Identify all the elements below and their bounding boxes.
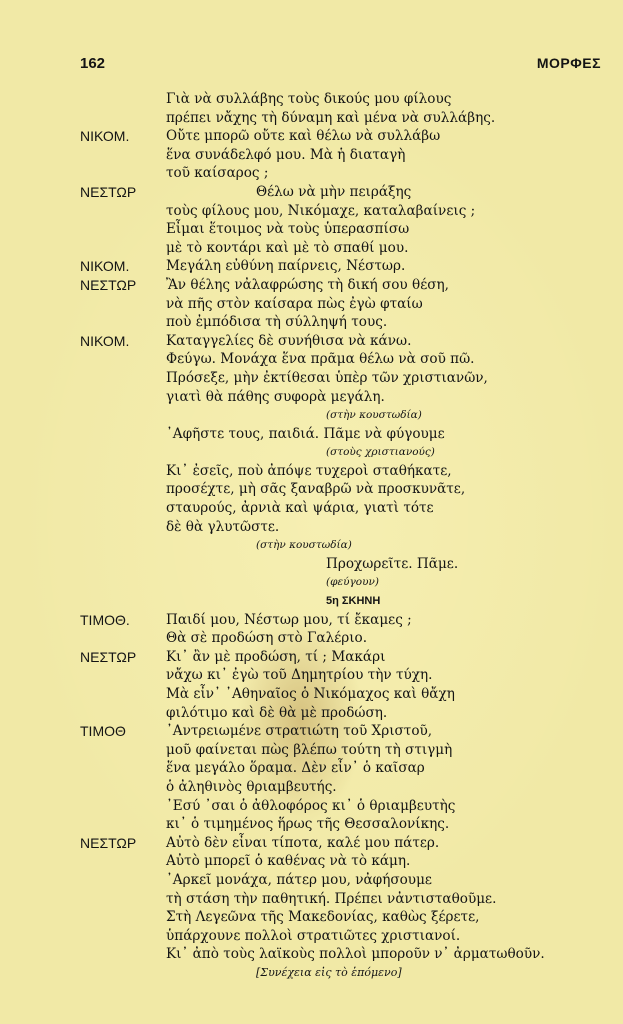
speaker-name <box>80 741 166 760</box>
speaker-name <box>80 629 166 648</box>
line-text: ᾿Αρκεῖ μονάχα, πάτερ μου, νἀφήσουμε <box>166 871 432 888</box>
speaker-name <box>80 871 166 890</box>
dialogue-line <box>80 146 600 165</box>
line-text: νἄχω κι᾿ ἐγὼ τοῦ Δημητρίου τὴν τύχη. <box>166 667 433 684</box>
line-text: πρέπει νἄχης τὴ δύναμη καὶ μένα νὰ συλλάβης. <box>166 109 496 126</box>
speaker-name <box>80 908 166 927</box>
speaker-name: ΝΙΚΟΜ. <box>80 332 130 349</box>
speaker-name <box>80 462 166 481</box>
dialogue-line <box>80 127 600 146</box>
dialogue-line <box>80 871 600 890</box>
speaker-name <box>80 945 166 964</box>
speaker-name <box>80 350 166 369</box>
line-text: σταυρούς, ἀρνιὰ καὶ ψάρια, γιατὶ τότε <box>166 500 434 517</box>
speaker-name <box>80 146 166 165</box>
dialogue-line <box>80 704 600 723</box>
speaker-name <box>80 164 166 183</box>
line-text: Αὐτὸ μπορεῖ ὁ καθένας νὰ τὸ κάμη. <box>166 853 411 870</box>
line-text: Θὰ σὲ προδώση στὸ Γαλέριο. <box>166 630 368 647</box>
speaker-name: ΝΙΚΟΜ. <box>80 128 130 145</box>
line-text: Γιὰ νὰ συλλάβης τοὺς δικούς μου φίλους <box>166 91 452 107</box>
speaker-name <box>80 313 166 332</box>
speaker-name: ΝΕΣΤΩΡ <box>80 834 137 851</box>
running-title: ΜΟΡΦΕΣ <box>536 55 601 71</box>
play-text <box>80 90 600 983</box>
dialogue-line <box>80 295 600 314</box>
dialogue-line <box>80 313 600 332</box>
speaker-name: ΝΕΣΤΩΡ <box>80 183 137 200</box>
dialogue-line <box>80 443 600 462</box>
line-text: ᾿Εσύ ᾿σαι ὁ ἀθλοφόρος κι᾿ ὁ θριαμβευτὴς <box>166 797 456 814</box>
speaker-name <box>80 499 166 518</box>
line-text: Κι᾿ ἂν μὲ προδώση, τί ; Μακάρι <box>166 648 386 665</box>
line-text: Κι᾿ ἐσεῖς, ποὺ ἀπόψε τυχεροὶ σταθήκατε, <box>166 462 452 479</box>
line-text: Στὴ Λεγεῶνα τῆς Μακεδονίας, καθὼς ξέρετε, <box>166 909 480 926</box>
speaker-name: ΝΙΚΟΜ. <box>80 258 130 275</box>
line-text: ᾿Αντρειωμένε στρατιώτη τοῦ Χριστοῦ, <box>166 723 433 740</box>
line-text: μοῦ φαίνεται πὼς βλέπω τούτη τὴ στιγμὴ <box>166 741 453 758</box>
dialogue-line <box>80 239 600 258</box>
line-text: Μὰ εἶν᾿ ᾿Αθηναῖος ὁ Νικόμαχος καὶ θἄχη <box>166 686 455 702</box>
speaker-name <box>80 778 166 797</box>
scene-heading: 5η ΣΚΗΝΗ <box>326 595 381 608</box>
dialogue-line <box>80 611 600 630</box>
speaker-name <box>80 443 166 462</box>
speaker-name <box>80 555 166 574</box>
dialogue-line <box>80 908 600 927</box>
dialogue-line <box>80 462 600 481</box>
line-text: Οὔτε μπορῶ οὔτε καὶ θέλω νὰ συλλάβω <box>166 128 441 145</box>
line-text: Πρόσεξε, μὴν ἐκτίθεσαι ὑπὲρ τῶν χριστιανῶν, <box>166 369 488 386</box>
speaker-name: ΝΕΣΤΩΡ <box>80 648 137 665</box>
line-text: ὁ ἀληθινὸς θριαμβευτής. <box>166 778 337 795</box>
speaker-name <box>80 388 166 407</box>
dialogue-line <box>80 536 600 555</box>
line-text: ἕνα μεγάλο ὅραμα. Δὲν εἶν᾿ ὁ καῖσαρ <box>166 760 425 777</box>
speaker-name <box>80 666 166 685</box>
dialogue-line <box>80 332 600 351</box>
dialogue-line <box>80 202 600 221</box>
dialogue-line <box>80 797 600 816</box>
speaker-name: ΝΕΣΤΩΡ <box>80 276 137 293</box>
speaker-name <box>80 239 166 258</box>
dialogue-line <box>80 927 600 946</box>
speaker-name: ΤΙΜΟΘ. <box>80 611 130 628</box>
dialogue-line <box>80 852 600 871</box>
dialogue-line <box>80 890 600 909</box>
stage-direction: (στοὺς χριστιανούς) <box>326 446 435 459</box>
line-text: Ἂν θέλης νἀλαφρώσης τὴ δική σου θέση, <box>166 276 449 293</box>
line-text: Παιδί μου, Νέστωρ μου, τί ἔκαμες ; <box>166 611 412 628</box>
dialogue-line <box>80 778 600 797</box>
speaker-name <box>80 220 166 239</box>
stage-direction: (φεύγουν) <box>326 576 379 589</box>
line-text: ποὺ ἐμπόδισα τὴ σύλληψή τους. <box>166 314 388 331</box>
dialogue-line <box>80 276 600 295</box>
speaker-name <box>80 815 166 834</box>
line-text: Κι᾿ ἀπὸ τοὺς λαϊκοὺς πολλοὶ μποροῦν ν᾿ ἀρματωθοῦν. <box>166 946 545 963</box>
stage-direction: (στὴν κουστωδία) <box>326 409 422 422</box>
line-text: Καταγγελίες δὲ συνήθισα νὰ κάνω. <box>166 332 412 349</box>
dialogue-line <box>80 220 600 239</box>
continued-note: [Συνέχεια εἰς τὸ ἑπόμενο] <box>256 965 402 979</box>
speaker-name <box>80 890 166 909</box>
speaker-name <box>80 704 166 723</box>
speaker-name <box>80 964 166 983</box>
dialogue-line <box>80 834 600 853</box>
line-text: Θέλω νὰ μὴν πειράξης <box>256 183 412 200</box>
line-text: Μεγάλη εὐθύνη παίρνεις, Νέστωρ. <box>166 258 406 275</box>
dialogue-line <box>80 685 600 704</box>
line-text: ὑπάρχουνε πολλοὶ στρατιῶτες χριστιανοί. <box>166 927 461 944</box>
speaker-name <box>80 425 166 444</box>
dialogue-line <box>80 629 600 648</box>
speaker-name <box>80 685 166 704</box>
speaker-name <box>80 759 166 778</box>
speaker-name <box>80 295 166 314</box>
dialogue-line <box>80 573 600 592</box>
line-text: ᾿Αφῆστε τους, παιδιά. Πᾶμε νὰ φύγουμε <box>166 425 445 442</box>
line-text: ἕνα συνάδελφό μου. Μὰ ἡ διαταγὴ <box>166 146 406 163</box>
dialogue-line <box>80 480 600 499</box>
dialogue-line <box>80 741 600 760</box>
dialogue-line <box>80 759 600 778</box>
dialogue-line <box>80 648 600 667</box>
dialogue-line <box>80 164 600 183</box>
speaker-name <box>80 369 166 388</box>
dialogue-line <box>80 666 600 685</box>
line-text: γιατὶ θὰ πάθης συφορὰ μεγάλη. <box>166 388 385 405</box>
line-text: Εἶμαι ἕτοιμος νὰ τοὺς ὑπερασπίσω <box>166 221 410 238</box>
speaker-name <box>80 90 166 109</box>
line-text: φιλότιμο καὶ δὲ θὰ μὲ προδώση. <box>166 704 388 721</box>
dialogue-line <box>80 257 600 276</box>
dialogue-line <box>80 406 600 425</box>
line-text: τοὺς φίλους μου, Νικόμαχε, καταλαβαίνεις ; <box>166 202 476 219</box>
line-text: Αὐτὸ δὲν εἶναι τίποτα, καλέ μου πάτερ. <box>166 834 440 851</box>
dialogue-line <box>80 518 600 537</box>
line-text: μὲ τὸ κοντάρι καὶ μὲ τὸ σπαθί μου. <box>166 239 409 256</box>
dialogue-line <box>80 369 600 388</box>
line-text: κι᾿ ὁ τιμημένος ἥρως τῆς Θεσσαλονίκης. <box>166 816 450 833</box>
page-number: 162 <box>80 55 106 72</box>
dialogue-line <box>80 109 600 128</box>
speaker-name <box>80 536 166 555</box>
speaker-name <box>80 480 166 499</box>
dialogue-line <box>80 183 600 202</box>
speaker-name <box>80 852 166 871</box>
speaker-name <box>80 109 166 128</box>
line-text: τὴ στάση τὴν παθητική. Πρέπει νἀντισταθοῦμε. <box>166 890 497 907</box>
dialogue-line <box>80 555 600 574</box>
dialogue-line <box>80 964 600 983</box>
dialogue-line <box>80 592 600 611</box>
speaker-name <box>80 592 166 611</box>
line-text: δὲ θὰ γλυτῶστε. <box>166 518 280 535</box>
dialogue-line <box>80 425 600 444</box>
dialogue-line <box>80 388 600 407</box>
line-text: προσέχτε, μὴ σᾶς ξαναβρῶ νὰ προσκυνᾶτε, <box>166 481 466 498</box>
speaker-name <box>80 797 166 816</box>
line-text: νὰ πῆς στὸν καίσαρα πὼς ἐγὼ φταίω <box>166 295 423 312</box>
dialogue-line <box>80 945 600 964</box>
line-text: Προχωρεῖτε. Πᾶμε. <box>326 555 459 572</box>
speaker-name <box>80 406 166 425</box>
speaker-name <box>80 927 166 946</box>
speaker-name <box>80 573 166 592</box>
dialogue-line <box>80 815 600 834</box>
dialogue-line <box>80 499 600 518</box>
speaker-name: ΤΙΜΟΘ <box>80 723 126 740</box>
dialogue-line <box>80 350 600 369</box>
stage-direction: (στὴν κουστωδία) <box>256 539 352 552</box>
speaker-name <box>80 202 166 221</box>
dialogue-line <box>80 90 600 109</box>
dialogue-line <box>80 722 600 741</box>
line-text: τοῦ καίσαρος ; <box>166 165 269 182</box>
speaker-name <box>80 518 166 537</box>
line-text: Φεύγω. Μονάχα ἕνα πρᾶμα θέλω νὰ σοῦ πῶ. <box>166 351 475 368</box>
